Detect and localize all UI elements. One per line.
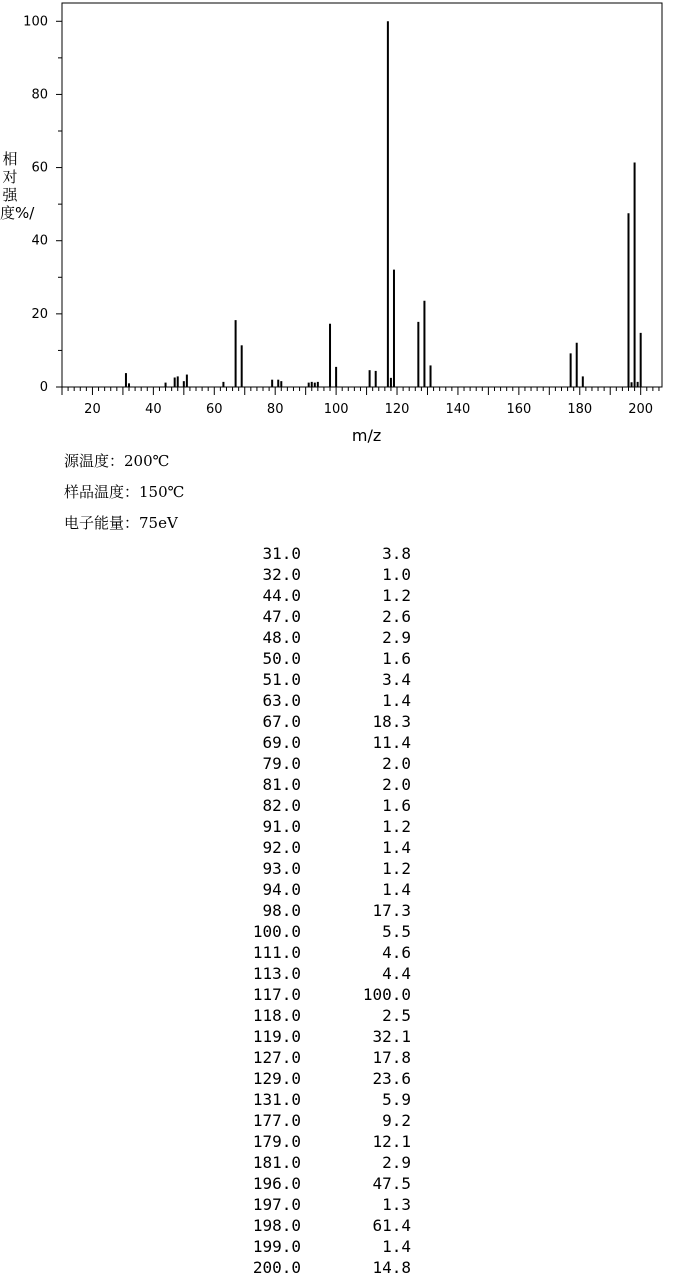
table-row — [0, 1047, 680, 1068]
mz-value: 48.0 — [262, 628, 301, 647]
mz-value: 117.0 — [252, 985, 301, 1004]
mz-value: 44.0 — [262, 586, 301, 605]
mz-value: 100.0 — [252, 922, 301, 941]
x-tick-label: 180 — [567, 402, 593, 417]
mz-value: 67.0 — [262, 712, 301, 731]
y-tick-label: 80 — [31, 87, 48, 103]
intensity-value: 12.1 — [372, 1132, 411, 1151]
mz-value: 31.0 — [262, 544, 301, 563]
table-row — [0, 606, 680, 627]
table-row — [0, 648, 680, 669]
x-axis-label: m/z — [351, 426, 382, 445]
intensity-value: 4.6 — [382, 943, 411, 962]
table-row — [0, 753, 680, 774]
sample-temperature-label: 样品温度： — [64, 483, 140, 501]
mz-value: 129.0 — [252, 1069, 301, 1088]
x-tick-label: 80 — [266, 402, 284, 417]
mz-value: 200.0 — [252, 1258, 301, 1277]
source-temperature-value: 200℃ — [124, 452, 170, 470]
intensity-value: 1.4 — [382, 1237, 411, 1256]
x-tick-label: 20 — [84, 402, 101, 417]
table-row — [0, 1173, 680, 1194]
intensity-value: 3.4 — [382, 670, 411, 689]
table-row — [0, 1236, 680, 1257]
intensity-value: 1.4 — [382, 880, 411, 899]
mz-value: 181.0 — [252, 1153, 301, 1172]
mz-value: 51.0 — [262, 670, 301, 689]
intensity-value: 1.3 — [382, 1195, 411, 1214]
intensity-value: 17.8 — [372, 1048, 411, 1067]
mz-value: 63.0 — [262, 691, 301, 710]
table-row — [0, 921, 680, 942]
source-temperature — [64, 450, 169, 471]
mz-value: 93.0 — [262, 859, 301, 878]
electron-energy-label: 电子能量： — [64, 514, 140, 532]
table-row — [0, 669, 680, 690]
intensity-value: 1.6 — [382, 649, 411, 668]
mz-value: 69.0 — [262, 733, 301, 752]
mz-value: 50.0 — [262, 649, 301, 668]
intensity-value: 3.8 — [382, 544, 411, 563]
mz-value: 198.0 — [252, 1216, 301, 1235]
peak-table — [0, 543, 680, 1278]
table-row — [0, 942, 680, 963]
intensity-value: 2.9 — [382, 628, 411, 647]
intensity-value: 2.9 — [382, 1153, 411, 1172]
sample-temperature — [64, 481, 184, 502]
table-row — [0, 837, 680, 858]
y-tick-label: 20 — [31, 306, 48, 322]
mz-value: 47.0 — [262, 607, 301, 626]
x-tick-label: 200 — [628, 402, 654, 417]
table-row — [0, 900, 680, 921]
x-tick-label: 100 — [323, 402, 349, 417]
mz-value: 82.0 — [262, 796, 301, 815]
intensity-value: 32.1 — [372, 1027, 411, 1046]
intensity-value: 9.2 — [382, 1111, 411, 1130]
source-temperature-label: 源温度： — [64, 452, 125, 470]
intensity-value: 1.4 — [382, 838, 411, 857]
intensity-value: 2.0 — [382, 754, 411, 773]
intensity-value: 1.2 — [382, 586, 411, 605]
intensity-value: 2.0 — [382, 775, 411, 794]
electron-energy — [64, 512, 178, 533]
sample-temperature-value: 150℃ — [139, 483, 185, 501]
intensity-value: 18.3 — [372, 712, 411, 731]
table-row — [0, 585, 680, 606]
table-row — [0, 774, 680, 795]
table-row — [0, 1110, 680, 1131]
intensity-value: 1.6 — [382, 796, 411, 815]
mz-value: 131.0 — [252, 1090, 301, 1109]
table-row — [0, 984, 680, 1005]
table-row — [0, 858, 680, 879]
table-row — [0, 1215, 680, 1236]
table-row — [0, 543, 680, 564]
table-row — [0, 1152, 680, 1173]
mz-value: 94.0 — [262, 880, 301, 899]
intensity-value: 14.8 — [372, 1258, 411, 1277]
table-row — [0, 627, 680, 648]
mz-value: 113.0 — [252, 964, 301, 983]
table-row — [0, 1194, 680, 1215]
mz-value: 111.0 — [252, 943, 301, 962]
x-tick-label: 140 — [445, 402, 471, 417]
mz-value: 32.0 — [262, 565, 301, 584]
intensity-value: 17.3 — [372, 901, 411, 920]
plot-frame — [62, 3, 662, 387]
intensity-value: 100.0 — [362, 985, 411, 1004]
intensity-value: 2.5 — [382, 1006, 411, 1025]
table-row — [0, 1026, 680, 1047]
mz-value: 79.0 — [262, 754, 301, 773]
y-tick-label: 40 — [31, 233, 48, 249]
intensity-value: 4.4 — [382, 964, 411, 983]
intensity-value: 47.5 — [372, 1174, 411, 1193]
table-row — [0, 1089, 680, 1110]
mass-spectrum-chart — [0, 0, 680, 445]
table-row — [0, 690, 680, 711]
intensity-value: 2.6 — [382, 607, 411, 626]
table-row — [0, 1068, 680, 1089]
intensity-value: 5.9 — [382, 1090, 411, 1109]
y-tick-label: 0 — [39, 380, 48, 395]
mz-value: 177.0 — [252, 1111, 301, 1130]
x-tick-label: 40 — [145, 402, 162, 417]
mz-value: 118.0 — [252, 1006, 301, 1025]
y-tick-label: 100 — [23, 14, 48, 30]
electron-energy-value: 75eV — [139, 514, 178, 532]
intensity-value: 23.6 — [372, 1069, 411, 1088]
y-tick-label: 60 — [31, 160, 48, 176]
mz-value: 179.0 — [252, 1132, 301, 1151]
mz-value: 199.0 — [252, 1237, 301, 1256]
intensity-value: 61.4 — [372, 1216, 411, 1235]
x-tick-label: 120 — [384, 402, 410, 417]
intensity-value: 1.4 — [382, 691, 411, 710]
table-row — [0, 732, 680, 753]
mz-value: 127.0 — [252, 1048, 301, 1067]
mz-value: 119.0 — [252, 1027, 301, 1046]
intensity-value: 1.2 — [382, 859, 411, 878]
table-row — [0, 1005, 680, 1026]
mz-value: 197.0 — [252, 1195, 301, 1214]
intensity-value: 1.0 — [382, 565, 411, 584]
table-row — [0, 816, 680, 837]
y-axis-label: 相对强度%/ — [0, 150, 35, 222]
table-row — [0, 795, 680, 816]
intensity-value: 1.2 — [382, 817, 411, 836]
x-tick-label: 160 — [506, 402, 532, 417]
chart-svg — [0, 0, 680, 445]
x-tick-label: 60 — [206, 402, 223, 417]
intensity-value: 11.4 — [372, 733, 411, 752]
table-row — [0, 1131, 680, 1152]
table-row — [0, 1257, 680, 1278]
mz-value: 98.0 — [262, 901, 301, 920]
table-row — [0, 879, 680, 900]
mz-value: 81.0 — [262, 775, 301, 794]
table-row — [0, 963, 680, 984]
mz-value: 91.0 — [262, 817, 301, 836]
intensity-value: 5.5 — [382, 922, 411, 941]
mz-value: 92.0 — [262, 838, 301, 857]
table-row — [0, 711, 680, 732]
mz-value: 196.0 — [252, 1174, 301, 1193]
table-row — [0, 564, 680, 585]
